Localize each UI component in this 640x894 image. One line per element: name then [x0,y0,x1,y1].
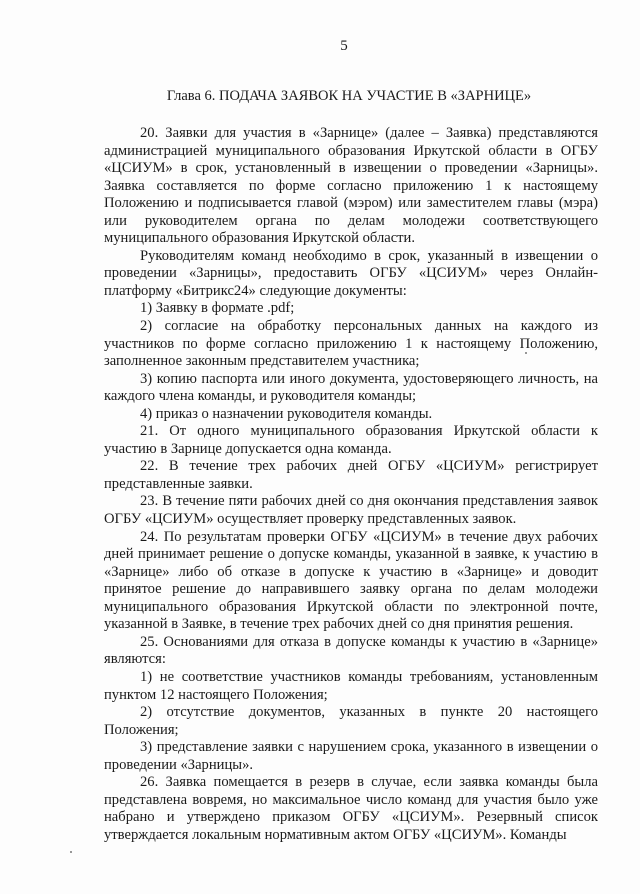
paragraph-21: 21. От одного муниципального образования Иркутской области к участию в Зарнице допускается одна команда. [104,423,598,457]
list-item-4: 4) приказ о назначении руководителя команды. [140,405,433,422]
list-item-3: 3) копию паспорта или иного документа, удостоверяющего личность, на каждого члена команды, и руководителя команды; [104,370,598,405]
paragraph-23: 23. В течение пяти рабочих дней со дня окончания представления заявок ОГБУ «ЦСИУМ» осуществляет проверку представленных заявок. [104,493,598,528]
list-item-1: 1) Заявку в формате .pdf; [140,300,295,317]
refusal-reason-1: 1) не соответствие участников команды требованиям, установленным пунктом 12 настоящего Положения; [104,668,598,703]
paragraph-24: 24. По результатам проверки ОГБУ «ЦСИУМ» в течение двух рабочих дней принимает решение о допуске команды, указанной в заявке, к участию в «Зарнице» либо об отказе в допуске к участию в «Зарнице» и доводит принятое решение до направившего заявку органа по делам молодежи муниципального образования Иркутской области по электронной почте, указанной в Заявке, в течение трех рабочих дней со дня принятия решения. [104,528,598,633]
document-body [104,125,598,844]
paragraph-26: 26. Заявка помещается в резерв в случае, если заявка команды была представлена вовремя, но максимальное число команд для участия было уже набрано и утверждено приказом ОГБУ «ЦСИУМ». Резервный список утверждается локальным нормативным актом ОГБУ «ЦСИУМ». Команды [104,774,598,843]
paragraph-25: 25. Основаниями для отказа в допуске команды к участию в «Зарнице» являются: [104,633,598,668]
list-item-2: 2) согласие на обработку персональных данных на каждого из участников по форме согласно приложению 1 к настоящему Положению, заполненное законным представителем участника; [104,318,598,370]
refusal-reason-2: 2) отсутствие документов, указанных в пункте 20 настоящего Положения; [104,704,598,738]
paragraph-22: 22. В течение трех рабочих дней ОГБУ «ЦСИУМ» регистрирует представленные заявки. [104,458,598,492]
refusal-reason-3: 3) представление заявки с нарушением срока, указанного в извещении о проведении «Зарницы». [104,739,598,773]
scan-speck [525,352,527,354]
paragraph-team-leaders: Руководителям команд необходимо в срок, указанный в извещении о проведении «Зарницы», предоставить ОГБУ «ЦСИУМ» через Онлайн-платформу «Битрикс24» следующие документы: [104,247,598,299]
scan-speck [70,851,72,853]
page-number: 5 [340,38,348,54]
chapter-title: Глава 6. ПОДАЧА ЗАЯВОК НА УЧАСТИЕ В «ЗАРНИЦЕ» [166,88,532,104]
paragraph-20: 20. Заявки для участия в «Зарнице» (далее – Заявка) представляются администрацией муниципального образования Иркутской области в ОГБУ «ЦСИУМ» в срок, установленный в извещении о проведении «Зарницы». Заявка составляется по форме согласно приложению 1 к настоящему Положению и подписывается главой (мэром) или заместителем главы (мэра) или руководителем органа по делам молодежи соответствующего муниципального образования Иркутской области. [104,125,598,247]
